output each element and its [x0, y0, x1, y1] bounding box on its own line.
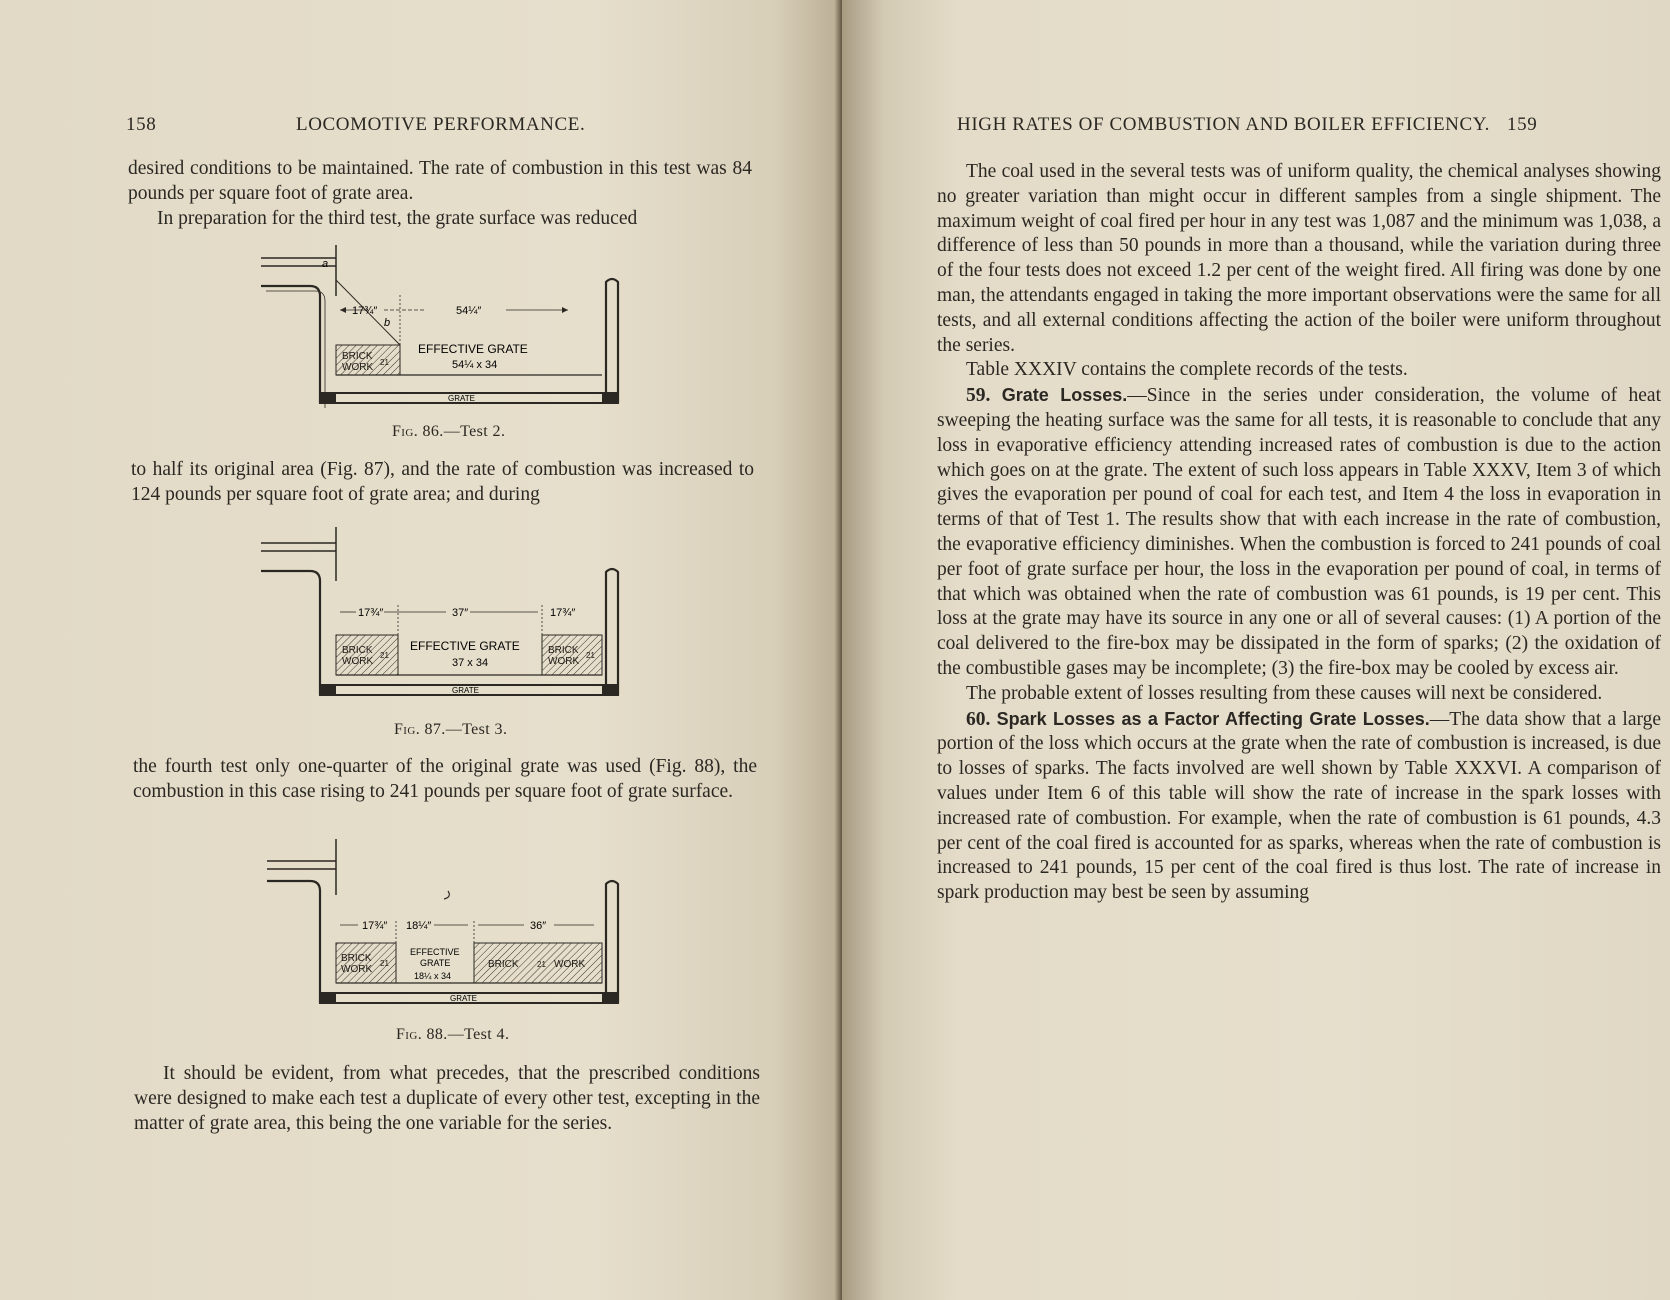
dim-left: 17¾″ [358, 607, 384, 619]
right-page [842, 0, 1670, 1300]
brick-mark: 21 [380, 358, 389, 367]
right-running-title: HIGH RATES OF COMBUSTION AND BOILER EFFICIENCY. [957, 114, 1490, 135]
left-page-number: 158 [126, 114, 157, 135]
dim-left: 17¾″ [362, 920, 388, 932]
label-b: b [384, 317, 391, 329]
figure-88 [262, 835, 642, 1010]
right-para-1: The coal used in the several tests was of uniform quality, the chemical analyses showing no greater variation than might occur in different samples from a single shipment. The maximum weight of coal fired per hour in any test was 1,087 and the minimum was 1,038, a difference of less than 50 pounds in more than a thousand, while the variation during three of the four tests does not exceed 1.2 per cent of the weight fired. All firing was done by one man, the attendants engaged in taking the more important observations were the same for all tests, and all external conditions affecting the action of the boiler were uniform throughout the series. [937, 161, 1661, 356]
brick-label-right-2: WORK [548, 656, 580, 667]
brick-label-right-1: BRICK [488, 959, 519, 970]
dim-right: 36″ [530, 920, 547, 932]
figure-86 [256, 240, 636, 415]
grate-label: GRATE [452, 686, 479, 695]
effective-grate-size: 37 x 34 [452, 657, 489, 669]
left-para-1: desired conditions to be maintained. The rate of combustion in this test was 84 pounds per square foot of grate area. In preparation for the third test, the grate surface was reduced [128, 158, 752, 229]
brick-label-left-1: BRICK [342, 645, 373, 656]
figure-87-caption: Fig. 87.—Test 3. [394, 721, 508, 738]
brick-mark-right: 21 [537, 960, 546, 969]
brick-label-2: WORK [342, 362, 374, 373]
effective-grate-label-1: EFFECTIVE [410, 947, 460, 957]
dim-mid: 18¼″ [406, 920, 432, 932]
brick-label-left-2: WORK [341, 964, 373, 975]
effective-grate-label: EFFECTIVE GRATE [418, 342, 528, 356]
figure-88-drawing [262, 835, 642, 1010]
left-para-5: It should be evident, from what precedes, that the prescribed conditions were designed to make each test a duplicate of every other test, excepting in the matter of grate area, this being the one variable for the series. [134, 1063, 760, 1134]
figure-87 [256, 525, 636, 700]
right-para-2: Table XXXIV contains the complete records of the tests. [966, 359, 1408, 381]
brick-mark-left: 21 [380, 651, 389, 660]
effective-grate-label: EFFECTIVE GRATE [410, 639, 520, 653]
dim-mid: 37″ [452, 607, 469, 619]
brick-label-right-1: BRICK [548, 645, 579, 656]
figure-86-caption: Fig. 86.—Test 2. [392, 423, 506, 440]
brick-mark-right: 21 [586, 651, 595, 660]
figure-86-drawing [256, 240, 636, 415]
grate-label: GRATE [448, 394, 475, 403]
brick-label-1: BRICK [342, 351, 373, 362]
effective-grate-size: 54¼ x 34 [452, 359, 498, 371]
dim-right: 17¾″ [550, 607, 576, 619]
dim-right: 54¼″ [456, 305, 482, 317]
right-text-block [937, 160, 1661, 906]
brick-label-left-2: WORK [342, 656, 374, 667]
label-a: a [322, 258, 329, 270]
right-para-4: The probable extent of losses resulting from these causes will next be considered. [966, 682, 1603, 704]
left-running-title: LOCOMOTIVE PERFORMANCE. [296, 114, 586, 135]
right-page-number: 159 [1507, 114, 1538, 135]
dim-left: 17¾″ [352, 305, 378, 317]
left-para-4: the fourth test only one-quarter of the original grate was used (Fig. 88), the combustion in this case rising to 241 pounds per square foot of grate surface. [133, 756, 757, 802]
left-para-3: to half its original area (Fig. 87), and the rate of combustion was increased to 124 pounds per square foot of grate area; and during [131, 459, 754, 505]
figure-88-caption: Fig. 88.—Test 4. [396, 1026, 510, 1043]
effective-grate-size: 18¼ x 34 [414, 971, 452, 981]
grate-label: GRATE [450, 994, 477, 1003]
section-60: 60. Spark Losses as a Factor Affecting Grate Losses.—The data show that a large portion of the loss which occurs at the grate when the rate of combustion is increased, is due to losses of sparks. The facts involved are well shown by Table XXXVI. A comparison of values under Item 6 of this table will show the rate of increase in the spark losses with increased rate of combustion. For example, when the rate of combustion is 61 pounds, 4.3 per cent of the coal fired is accounted for as sparks, whereas when the rate of combustion is increased to 241 pounds, 15 per cent of the coal fired is thus lost. The rate of increase in spark production may best be seen by assuming [937, 708, 1662, 904]
figure-87-drawing [256, 525, 636, 700]
effective-grate-label-2: GRATE [420, 958, 451, 968]
brick-label-left-1: BRICK [341, 953, 372, 964]
section-59: 59. Grate Losses.—Since in the series under consideration, the volume of heat sweeping the heating surface was the same for all tests, it is reasonable to conclude that any loss in evaporative efficiency attending increased rates of combustion is due to the action which goes on at the grate. The extent of such loss appears in Table XXXV, Item 3 of which gives the evaporation per pound of coal for each test, and Item 4 the loss in evaporation in terms of that of Test 1. The results show that with each increase in the rate of combustion, the evaporative efficiency diminishes. When the combustion is forced to 241 pounds of coal per foot of grate surface per hour, the loss in the evaporation per pound of coal, in terms of that which was obtained when the rate of combustion was 61 pounds, is 19 per cent. This loss at the grate may have its source in any one or all of several causes: (1) A portion of the coal delivered to the fire-box may be dissipated in the form of sparks; (2) the oxidation of the combustible gases may be incomplete; (3) the fire-box may be cooled by excess air. [937, 385, 1662, 679]
brick-mark-left: 21 [380, 959, 389, 968]
brick-label-right-2: WORK [554, 959, 586, 970]
